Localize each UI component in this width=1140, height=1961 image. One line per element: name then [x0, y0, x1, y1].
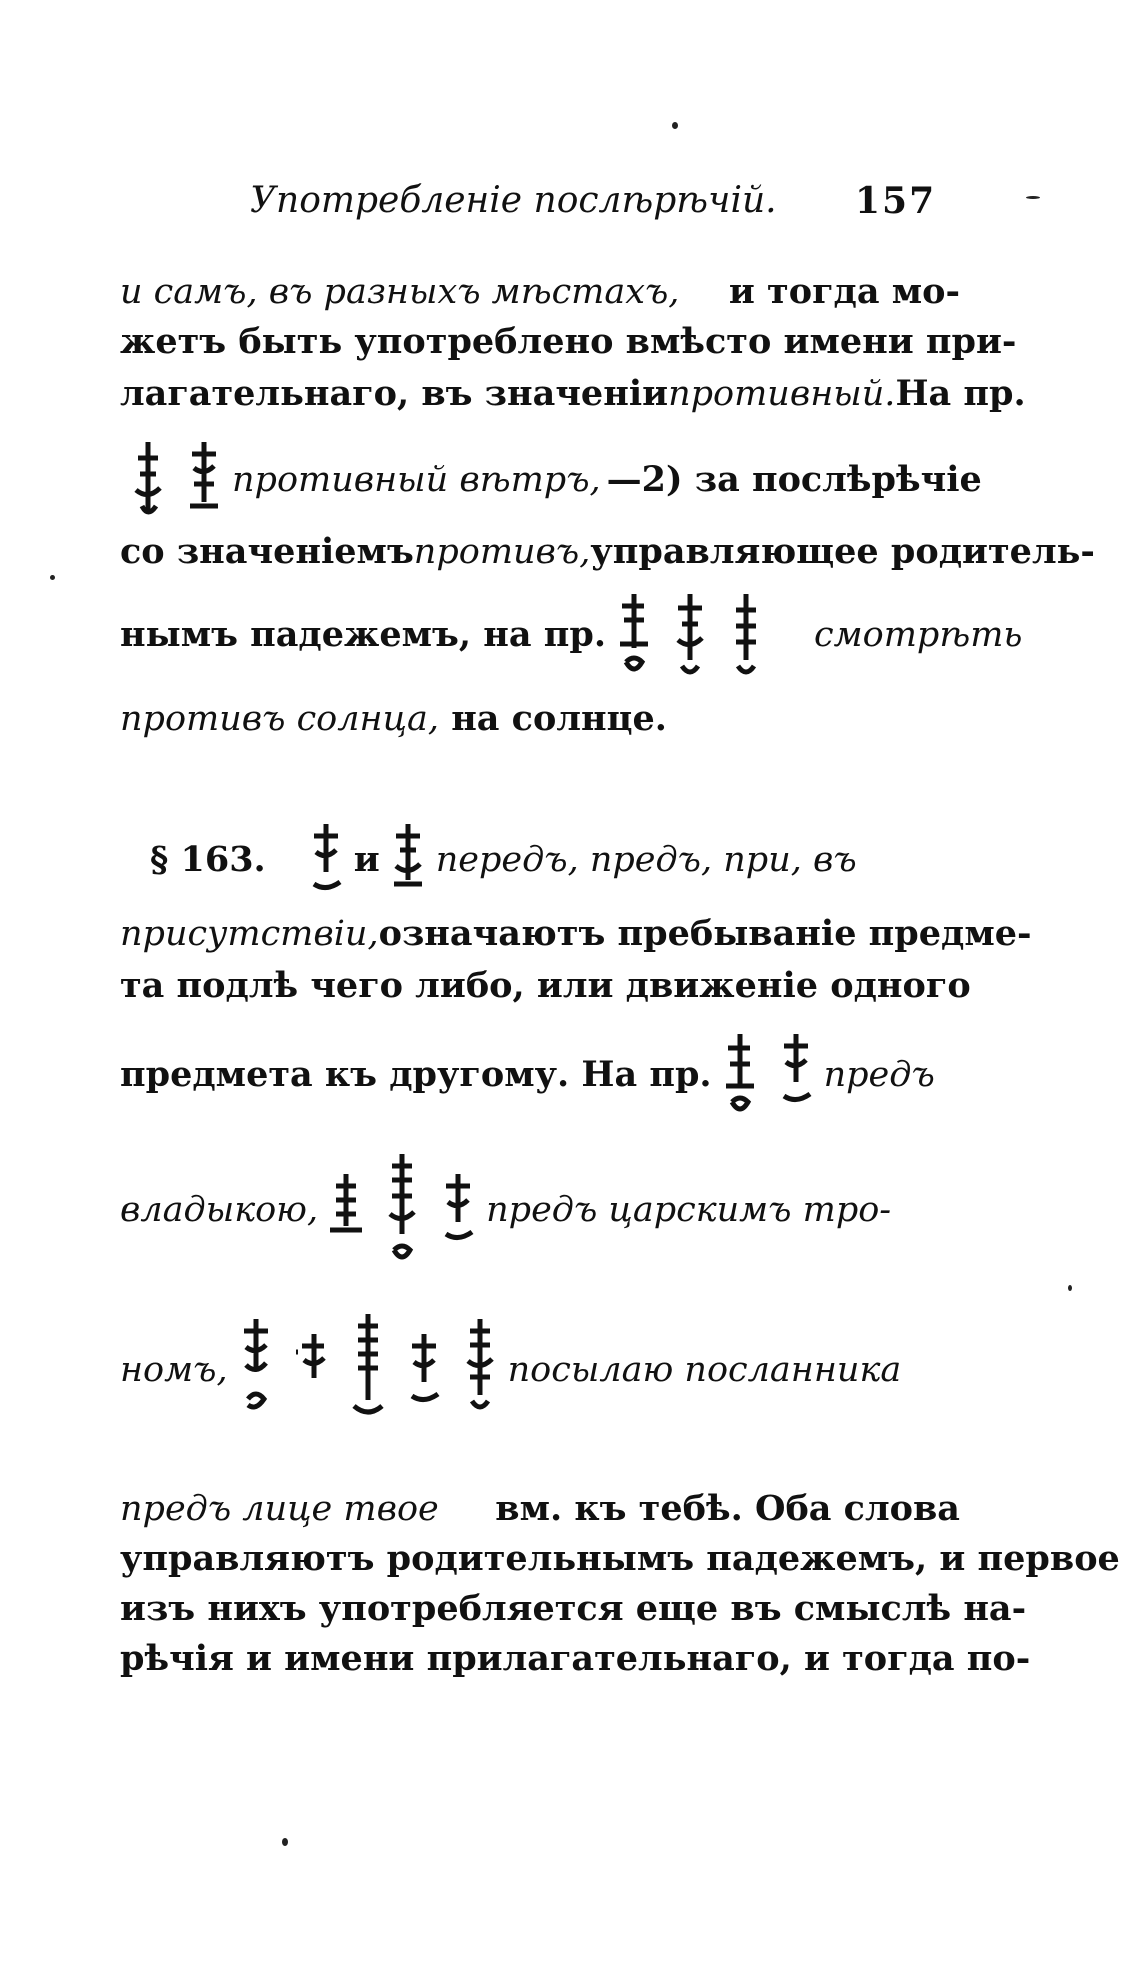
text-line-8	[150, 820, 960, 900]
text-line-1	[120, 268, 960, 316]
mongolian-script-glyph	[388, 820, 428, 900]
text-line-11-text: предмета къ другому. На пр.	[120, 1054, 712, 1095]
text-line-7-rest: на солнце.	[451, 698, 667, 739]
text-line-3-end: На пр.	[895, 373, 1026, 414]
text-line-5-start: со значеніемъ	[120, 531, 414, 572]
text-line-3-start: лагательнаго, въ значеніи	[120, 373, 669, 414]
mongolian-script-glyph	[382, 1150, 422, 1270]
mongolian-script-glyph	[614, 590, 654, 680]
text-line-5-italic: противъ,	[413, 532, 591, 572]
text-line-8-italic: передъ, предъ, при, въ	[435, 840, 857, 880]
mongolian-script-glyph	[404, 1330, 444, 1410]
text-line-6	[120, 590, 1023, 680]
scan-speck	[1068, 1285, 1072, 1291]
text-line-1-italic: и самъ, въ разныхъ мѣстахъ,	[120, 272, 680, 312]
text-line-13-italic: номъ,	[120, 1350, 228, 1390]
text-line-14-rest: вм. къ тебѣ. Оба слова	[495, 1488, 960, 1529]
text-line-17	[120, 1635, 1031, 1683]
text-line-7-italic: противъ солнца,	[120, 699, 439, 739]
text-line-16-text: изъ нихъ употребляется еще въ смыслѣ на-	[120, 1588, 1027, 1629]
text-line-15-text: управляютъ родительнымъ падежемъ, и первое	[120, 1538, 1120, 1579]
text-line-5-end: управляющее родитель-	[590, 531, 1095, 572]
text-line-4	[120, 440, 982, 520]
mongolian-script-glyph	[184, 440, 224, 520]
mongolian-script-glyph	[776, 1030, 816, 1120]
text-line-7	[120, 695, 960, 743]
mongolian-script-glyph	[670, 590, 710, 680]
mongolian-script-glyph	[236, 1315, 276, 1425]
page-number: 157	[855, 180, 937, 222]
mongolian-script-glyph	[128, 440, 168, 520]
text-line-6-text: нымъ падежемъ, на пр.	[120, 614, 607, 655]
text-line-14	[120, 1485, 960, 1533]
text-line-4-italic: противный вѣтръ,	[232, 460, 601, 500]
scan-speck	[50, 575, 55, 580]
text-line-3	[120, 370, 1026, 418]
text-line-2	[120, 318, 1017, 366]
mongolian-script-glyph	[306, 820, 346, 900]
text-line-1-rest: и тогда мо-	[728, 271, 960, 312]
scan-speck	[282, 1838, 288, 1846]
text-line-15	[120, 1535, 1120, 1583]
scan-speck	[672, 122, 678, 129]
scan-speck	[1026, 196, 1040, 199]
text-line-9-italic: присутствіи,	[120, 914, 379, 954]
text-line-13	[120, 1310, 960, 1430]
text-line-11	[120, 1030, 960, 1120]
text-line-12	[120, 1150, 960, 1270]
text-line-17-text: рѣчія и имени прилагательнаго, и тогда по-	[120, 1638, 1031, 1679]
running-title: Употребленіе послѣрѣчій.	[250, 180, 777, 221]
text-line-6-italic: смотрѣть	[814, 615, 1023, 655]
text-line-12-italic: владыкою,	[120, 1190, 319, 1230]
text-line-4-rest: —2) за послѣрѣчіе	[606, 459, 982, 500]
text-line-14-italic: предъ лице твое	[120, 1489, 439, 1529]
text-line-2-text: жетъ быть употреблено вмѣсто имени при-	[120, 321, 1017, 362]
mongolian-script-glyph	[438, 1170, 478, 1250]
text-line-11-italic: предъ	[823, 1055, 935, 1095]
mongolian-script-glyph	[460, 1315, 500, 1425]
text-line-13-italic-2: посылаю посланника	[507, 1350, 902, 1390]
text-line-10-text: та подлѣ чего либо, или движеніе одного	[120, 965, 971, 1006]
text-line-10	[120, 962, 971, 1010]
mongolian-script-glyph	[348, 1310, 388, 1430]
text-line-16	[120, 1585, 1027, 1633]
mongolian-script-glyph	[720, 1030, 760, 1120]
text-line-12-italic-2: предъ царскимъ тро-	[486, 1190, 892, 1230]
mongolian-script-glyph	[292, 1330, 332, 1410]
mongolian-script-glyph	[326, 1170, 366, 1250]
text-line-8-and: и	[353, 839, 380, 880]
section-number: § 163.	[150, 839, 266, 880]
text-line-9-rest: означаютъ пребываніе предме-	[378, 913, 1032, 954]
text-line-5	[120, 528, 1095, 576]
text-line-3-italic: противный.	[668, 374, 896, 414]
mongolian-script-glyph	[726, 590, 766, 680]
text-line-9	[120, 910, 1032, 958]
